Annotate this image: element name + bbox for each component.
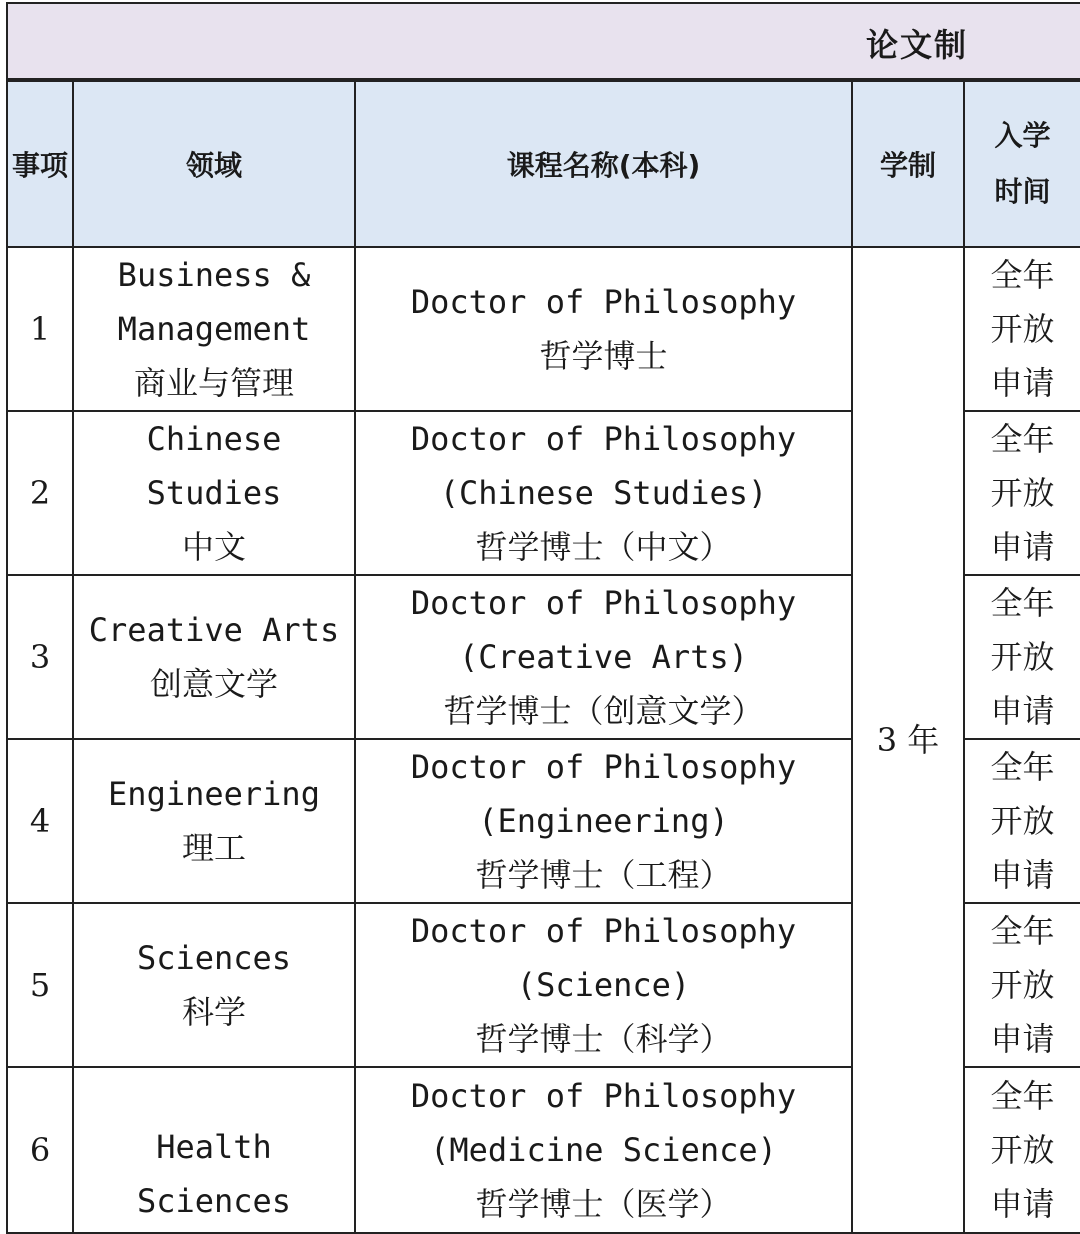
intake-cell — [964, 739, 1080, 903]
course-en: Doctor of Philosophy — [410, 584, 797, 622]
course-cn: 哲学博士 — [539, 337, 668, 375]
intake-line: 全年 — [990, 912, 1055, 950]
row-number: 1 — [7, 247, 73, 411]
intake-line: 开放 — [990, 966, 1055, 1004]
intake-line: 申请 — [990, 692, 1055, 730]
field-cn: 中文 — [181, 528, 246, 566]
field-en: Business & — [117, 256, 311, 294]
field-cn: 商业与管理 — [133, 364, 294, 402]
table-row — [7, 247, 1080, 411]
header-course: 课程名称(本科) — [355, 81, 852, 247]
field-cell — [73, 247, 355, 411]
course-cell — [355, 575, 852, 739]
row-number: 2 — [7, 411, 73, 575]
course-cn: 哲学博士（科学） — [475, 1020, 732, 1058]
table-title-bar — [6, 2, 1080, 80]
intake-cell — [964, 247, 1080, 411]
field-cell — [73, 1067, 355, 1233]
field-cn: 理工 — [181, 829, 246, 867]
course-en: Doctor of Philosophy — [410, 420, 797, 458]
row-number: 6 — [7, 1067, 73, 1233]
intake-cell — [964, 903, 1080, 1067]
header-item: 事项 — [7, 81, 73, 247]
field-en: Management — [117, 310, 311, 348]
field-en: Sciences — [136, 939, 292, 977]
row-number: 5 — [7, 903, 73, 1067]
course-cell — [355, 247, 852, 411]
program-table — [6, 80, 1080, 1234]
field-cn: 科学 — [181, 993, 246, 1031]
intake-line: 开放 — [990, 474, 1055, 512]
field-en: Creative Arts — [88, 611, 340, 649]
field-en: Engineering — [108, 775, 320, 813]
row-number: 4 — [7, 739, 73, 903]
header-intake-line1: 入学 — [994, 119, 1051, 152]
course-cn: 哲学博士（工程） — [475, 856, 732, 894]
course-en: Doctor of Philosophy — [410, 283, 797, 321]
table-title: 论文制 — [866, 26, 969, 64]
course-cn: 哲学博士（创意文学） — [443, 692, 764, 730]
header-row — [7, 81, 1080, 247]
field-cell — [73, 739, 355, 903]
header-intake — [964, 81, 1080, 247]
course-en: (Engineering) — [478, 802, 729, 840]
intake-line: 开放 — [990, 802, 1055, 840]
intake-line: 全年 — [990, 256, 1055, 294]
course-en: (Creative Arts) — [459, 638, 748, 676]
intake-line: 申请 — [990, 1020, 1055, 1058]
course-cn: 哲学博士（中文） — [475, 528, 732, 566]
intake-line: 申请 — [990, 528, 1055, 566]
intake-line: 申请 — [990, 364, 1055, 402]
field-cell — [73, 411, 355, 575]
duration-cell: 3 年 — [852, 247, 964, 1233]
field-cell — [73, 903, 355, 1067]
intake-line: 申请 — [990, 1185, 1055, 1223]
header-field: 领域 — [73, 81, 355, 247]
field-en: Chinese — [146, 420, 282, 458]
intake-line: 全年 — [990, 1077, 1055, 1115]
course-en: (Medicine Science) — [430, 1131, 777, 1169]
field-cell — [73, 575, 355, 739]
intake-line: 开放 — [990, 638, 1055, 676]
field-cn: 创意文学 — [149, 665, 278, 703]
field-en: Studies — [146, 474, 282, 512]
course-en: Doctor of Philosophy — [410, 1077, 797, 1115]
course-cell — [355, 411, 852, 575]
header-intake-line2: 时间 — [994, 175, 1051, 208]
intake-line: 全年 — [990, 584, 1055, 622]
intake-line: 全年 — [990, 748, 1055, 786]
course-en: (Science) — [516, 966, 691, 1004]
course-cell — [355, 903, 852, 1067]
intake-line: 全年 — [990, 420, 1055, 458]
intake-line: 开放 — [990, 310, 1055, 348]
course-cell — [355, 739, 852, 903]
intake-line: 申请 — [990, 856, 1055, 894]
course-cell — [355, 1067, 852, 1233]
intake-cell — [964, 1067, 1080, 1233]
course-en: (Chinese Studies) — [439, 474, 768, 512]
field-en: Health Sciences — [136, 1128, 292, 1220]
intake-cell — [964, 411, 1080, 575]
intake-cell — [964, 575, 1080, 739]
header-duration: 学制 — [852, 81, 964, 247]
course-en: Doctor of Philosophy — [410, 748, 797, 786]
row-number: 3 — [7, 575, 73, 739]
intake-line: 开放 — [990, 1131, 1055, 1169]
course-en: Doctor of Philosophy — [410, 912, 797, 950]
course-cn: 哲学博士（医学） — [475, 1185, 732, 1223]
